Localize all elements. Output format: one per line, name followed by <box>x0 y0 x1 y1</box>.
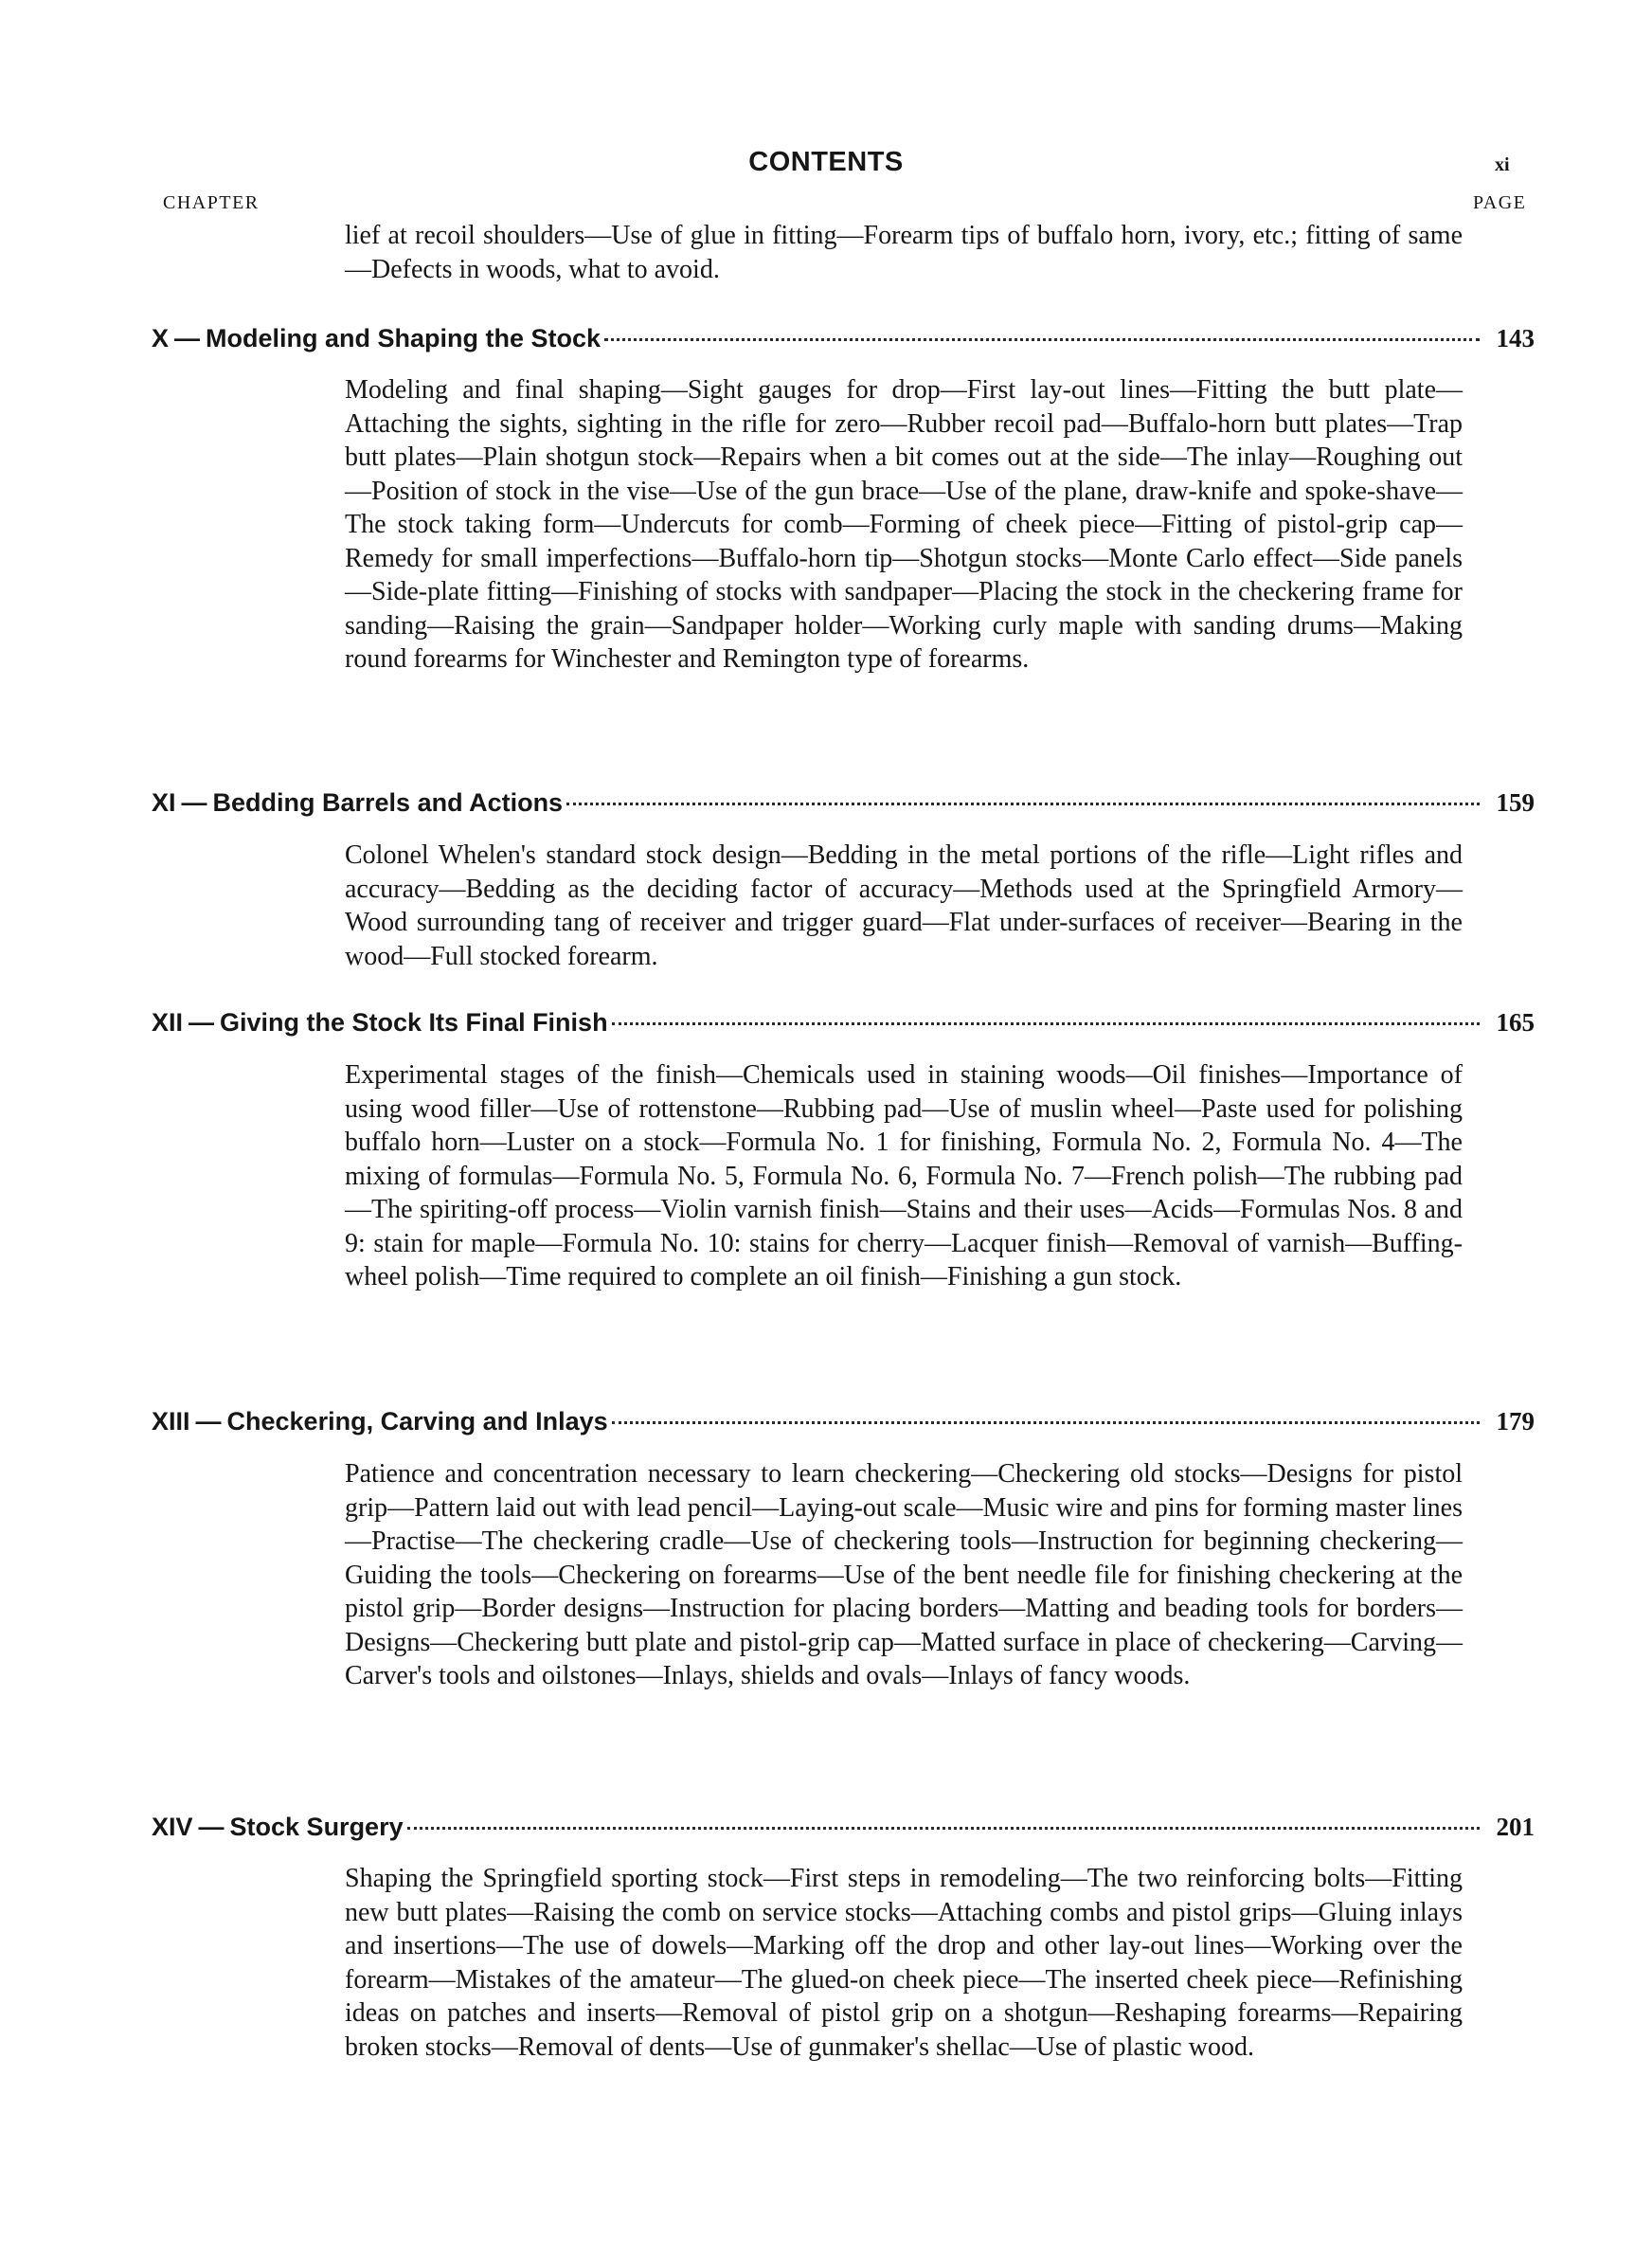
dot-leader <box>612 1022 1480 1025</box>
chapter-dash: — <box>195 1407 222 1435</box>
chapter-entry-xii[interactable] <box>152 1008 1535 1046</box>
chapter-dash: — <box>174 324 201 352</box>
chapter-title: Checkering, Carving and Inlays <box>226 1407 608 1435</box>
chapter-page: 159 <box>1496 788 1535 817</box>
chapter-page: 179 <box>1496 1407 1535 1435</box>
dot-leader <box>612 1421 1480 1424</box>
chapter-title: Bedding Barrels and Actions <box>212 788 564 817</box>
chapter-dash: — <box>198 1813 224 1841</box>
chapter-entry-x[interactable] <box>152 324 1535 362</box>
dot-leader <box>566 803 1479 805</box>
chapter-number: XIV <box>152 1813 193 1841</box>
chapter-summary-xi: Colonel Whelen's standard stock design—Bedding in the metal portions of the rifle—Light rifles and accuracy—Bedding as the deciding factor of accuracy—Methods used at the Springfield Armory—Wood surrounding tang of receiver and trigger guard—Flat under-surfaces of receiver—Bearing in the wood—Full stocked forearm. <box>345 840 1463 971</box>
chapter-summary-xiii: Patience and concentration necessary to learn checkering—Checkering old stocks—Designs for pistol grip—Pattern laid out with lead pencil—Laying-out scale—Music wire and pins for forming master lines—Practise—The checkering cradle—Use of checkering tools—Instruction for beginning checkering—Guiding the tools—Checkering on forearms—Use of the bent needle file for finishing checkering at the pistol grip—Border designs—Instruction for placing borders—Matting and beading tools for borders—Designs—Checkering butt plate and pistol-grip cap—Matted surface in place of checkering—Carving—Carver's tools and oilstones—Inlays, shields and ovals—Inlays of fancy woods. <box>345 1459 1463 1690</box>
dot-leader <box>407 1827 1480 1830</box>
chapter-number: XIII <box>152 1407 190 1435</box>
chapter-number: X <box>152 324 170 352</box>
chapter-number: XI <box>152 788 176 817</box>
page-column-label: PAGE <box>1473 192 1527 213</box>
page-number: xi <box>1495 154 1510 175</box>
chapter-column-label: CHAPTER <box>163 192 260 213</box>
page-title: CONTENTS <box>748 147 904 177</box>
chapter-title: Modeling and Shaping the Stock <box>206 324 602 352</box>
chapter-dash: — <box>189 1008 215 1037</box>
chapter-summary-xiv: Shaping the Springfield sporting stock—First steps in remodeling—The two reinforcing bolts—Fitting new butt plates—Raising the comb on service stocks—Attaching combs and pistol grips—Gluing inlays and insertions—The use of dowels—Marking off the drop and other lay-out lines—Working over the forearm—Mistakes of the amateur—The glued-on cheek piece—The inserted cheek piece—Refinishing ideas on patches and inserts—Removal of pistol grip on a shotgun—Reshaping forearms—Repairing broken stocks—Removal of dents—Use of gunmaker's shellac—Use of plastic wood. <box>345 1864 1463 2062</box>
chapter-entry-xiv[interactable] <box>152 1813 1535 1851</box>
chapter-number: XII <box>152 1008 184 1037</box>
chapter-dash: — <box>181 788 207 817</box>
chapter-page: 165 <box>1496 1008 1535 1037</box>
chapter-entry-xiii[interactable] <box>152 1407 1535 1445</box>
chapter-title: Giving the Stock Its Final Finish <box>220 1008 608 1037</box>
continuation-summary: lief at recoil shoulders—Use of glue in fitting—Forearm tips of buffalo horn, ivory, etc.; fitting of same—Defects in woods, what to avoid. <box>345 221 1463 284</box>
chapter-title: Stock Surgery <box>229 1813 404 1841</box>
chapter-summary-x: Modeling and final shaping—Sight gauges for drop—First lay-out lines—Fitting the butt plate—Attaching the sights, sighting in the rifle for zero—Rubber recoil pad—Buffalo-horn butt plates—Trap butt plates—Plain shotgun stock—Repairs when a bit comes out at the side—The inlay—Roughing out—Position of stock in the vise—Use of the gun brace—Use of the plane, draw-knife and spoke-shave—The stock taking form—Undercuts for comb—Forming of cheek piece—Fitting of pistol-grip cap—Remedy for small imperfections—Buffalo-horn tip—Shotgun stocks—Monte Carlo effect—Side panels—Side-plate fitting—Finishing of stocks with sandpaper—Placing the stock in the checkering frame for sanding—Raising the grain—Sandpaper holder—Working curly maple with sanding drums—Making round forearms for Winchester and Remington type of forearms. <box>345 375 1463 674</box>
chapter-page: 201 <box>1496 1813 1535 1841</box>
chapter-entry-xi[interactable] <box>152 788 1535 826</box>
dot-leader <box>604 338 1479 341</box>
chapter-page: 143 <box>1496 324 1535 352</box>
chapter-summary-xii: Experimental stages of the finish—Chemicals used in staining woods—Oil finishes—Importance of using wood filler—Use of rottenstone—Rubbing pad—Use of muslin wheel—Paste used for polishing buffalo horn—Luster on a stock—Formula No. 1 for finishing, Formula No. 2, Formula No. 4—The mixing of formulas—Formula No. 5, Formula No. 6, Formula No. 7—French polish—The rubbing pad—The spiriting-off process—Violin varnish finish—Stains and their uses—Acids—Formulas Nos. 8 and 9: stain for maple—Formula No. 10: stains for cherry—Lacquer finish—Removal of varnish—Buffing-wheel polish—Time required to complete an oil finish—Finishing a gun stock. <box>345 1060 1463 1291</box>
